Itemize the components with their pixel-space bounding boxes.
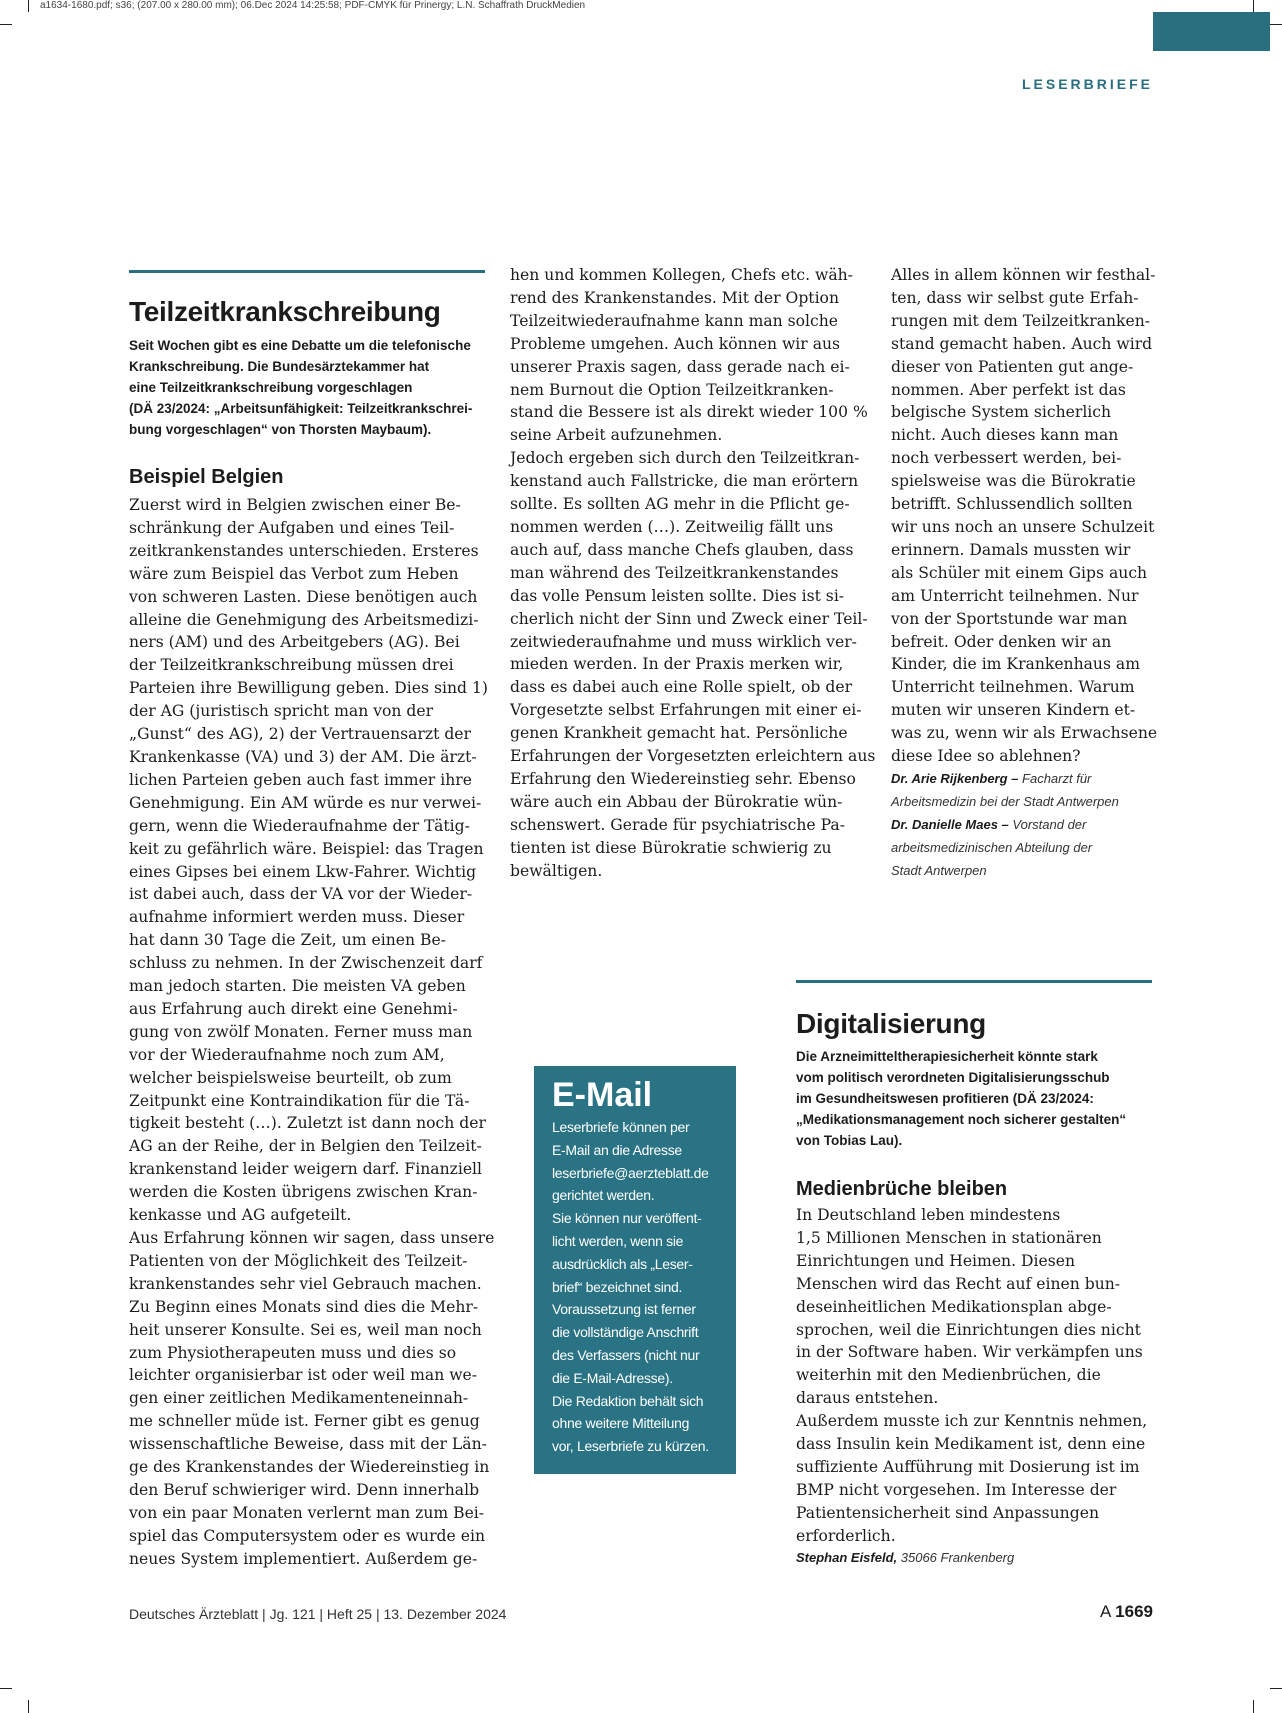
section-label: LESERBRIEFE [1021,76,1153,92]
email-info-box [534,1066,736,1474]
article1-column2: hen und kommen Kollegen, Chefs etc. wäh- rend des Krankenstandes. Mit der Option Teilzeitwiederaufnahme kann man solche Probleme umgehen. Auch können wir aus unserer Praxis sagen, dass gerade nach ei- nem Burnout die Option Teilzeitkranken- stand die Bessere ist als direkt wieder 100 % seine Arbeit aufzunehmen. Jedoch ergeben sich durch den Teilzeitkran- kenstand auch Fallstricke, die man erörtern sollte. Es sollten AG mehr in die Pflicht ge- nommen werden (…). Zeitweilig fällt uns auch auf, dass manche Chefs glauben, dass man während des Teilzeitkrankenstandes das volle Pensum leisten sollte. Dies ist si- cherlich nicht der Sinn und Zweck einer Teil- zeitwiederaufnahme und muss wirklich ver- mieden werden. In der Praxis merken wir, dass es dabei auch eine Rolle spielt, ob der Vorgesetzte selbst Erfahrungen mit einer ei- genen Krankheit gemacht hat. Persönliche Erfahrungen der Vorgesetzten erleichtern aus Erfahrung den Wiedereinstieg sehr. Ebenso wäre auch ein Abbau der Bürokratie wün- schenswert. Gerade für psychiatrische Pa- tienten ist diese Bürokratie schwierig zu bewältigen. [510,266,876,880]
author3-name: Stephan Eisfeld, [796,1550,898,1565]
author1-role: Facharzt für [1022,771,1092,786]
color-tab-block [1153,12,1270,51]
article1-top-rule [129,270,485,273]
print-info: a1634-1680.pdf; s36; (207.00 x 280.00 mm); 06.Dec 2024 14:25:58; PDF-CMYK für Prinergy; L.N. Schaffrath DruckMedien [40,0,586,11]
article2-signature [796,1546,1166,1569]
article2-body: In Deutschland leben mindestens 1,5 Millionen Menschen in stationären Einrichtungen und Heimen. Diesen Menschen wird das Recht auf einen bun- deseinheitlichen Medikationsplan abge- sprochen, weil die Einrichtungen dies nicht in der Software haben. Wir verkämpfen uns weiterhin mit den Medienbrüchen, die daraus entstehen. Außerdem musste ich zur Kenntnis nehmen, dass Insulin kein Medikament ist, denn eine suffiziente Aufführung mit Dosierung ist im BMP nicht vorgesehen. Im Interesse der Patientensicherheit sind Anpassungen erforderlich. [796,1206,1148,1545]
crop-mark [1253,0,1254,12]
email-box-title: E-Mail [552,1076,653,1114]
author2-name: Dr. Danielle Maes – [891,817,1009,832]
article1-subhead: Beispiel Belgien [129,466,284,488]
article1-column1: Zuerst wird in Belgien zwischen einer Be- schränkung der Aufgaben und eines Teil- zeitkrankenstandes unterschieden. Ersteres wäre zum Beispiel das Verbot zum Heben von schweren Lasten. Diese benötigen auch alleine die Genehmigung des Arbeitsmedizi- ners (AM) und des Arbeitgebers (AG). Bei der Teilzeitkrankschreibung müssen drei Parteien ihre Bewilligung geben. Dies sind 1) der AG (juristisch spricht man von der „Gunst“ des AG), 2) der Vertrauensarzt der Krankenkasse (VA) und 3) der AM. Die ärzt- lichen Parteien geben auch fast immer ihre Genehmigung. Ein AM würde es nur verwei- gern, wenn die Wiederaufnahme der Tätig- keit zu gefährlich wäre. Beispiel: das Tragen eines Gipses bei einem Lkw-Fahrer. Wichtig ist dabei auch, dass der VA vor der Wieder- aufnahme informiert werden muss. Dieser hat dann 30 Tage die Zeit, um einen Be- schluss zu nehmen. In der Zwischenzeit darf man jedoch starten. Die meisten VA geben aus Erfahrung auch direkt eine Genehmi- gung von zwölf Monaten. Ferner muss man vor der Wiederaufnahme noch zum AM, welcher beispielsweise beurteilt, ob zum Zeitpunkt eine Kontraindikation für die Tä- tigkeit besteht (…). Zuletzt ist dann noch der AG an der Reihe, der in Belgien den Teilzeit- krankenstand leider weigern darf. Finanziell werden die Kosten übrigens zwischen Kran- kenkasse und AG aufgeteilt. Aus Erfahrung können wir sagen, dass unsere Patienten von der Möglichkeit des Teilzeit- krankenstandes sehr viel Gebrauch machen. Zu Beginn eines Monats sind dies die Mehr- heit unserer Konsulte. Sei es, weil man noch zum Physiotherapeuten muss und dies so leichter organisierbar ist oder weil man we- gen einer zeitlichen Medikamenteneinnah- me schneller müde ist. Ferner gibt es genug wissenschaftliche Beweise, dass mit der Län- ge des Krankenstandes der Wiedereinstieg in den Beruf schwieriger wird. Denn innerhalb von ein paar Monaten verlernt man zum Bei- spiel das Computersystem oder es wurde ein neues System implementiert. Außerdem ge- [129,496,495,1568]
article1-lead: Seit Wochen gibt es eine Debatte um die telefonische Krankschreibung. Die Bundesärztekammer hat eine Teilzeitkrankschreibung vorgeschlagen (DÄ 23/2024: „Arbeitsunfähigkeit: Teilzeitkrankschrei- bung vorgeschlagen“ von Thorsten Maybaum). [129,338,473,437]
author2-role-cont: arbeitsmedizinischen Abteilung der [891,840,1093,855]
crop-mark [0,1688,12,1689]
crop-mark [1270,24,1282,25]
author1-role-cont: Arbeitsmedizin bei der Stadt Antwerpen [891,794,1119,809]
author3-place: 35066 Frankenberg [900,1550,1015,1565]
crop-mark [28,1700,29,1713]
author2-role-cont2: Stadt Antwerpen [891,863,987,878]
page-number [1100,1602,1153,1622]
article2-lead: Die Arzneimitteltherapiesicherheit könnte stark vom politisch verordneten Digitalisierungsschub im Gesundheitswesen profitieren (DÄ 23/2024: „Medikationsmanagement noch sicherer gestalten“ von Tobias Lau). [796,1049,1127,1148]
crop-mark [0,24,12,25]
article2-title: Digitalisierung [796,1008,986,1039]
crop-mark [28,0,29,12]
article1-column3: Alles in allem können wir festhal- ten, dass wir selbst gute Erfah- rungen mit dem Teilzeitkranken- stand gemacht haben. Auch wird dieser von Patienten gut ange- nommen. Aber perfekt ist das belgische System sicherlich nicht. Auch dieses kann man noch verbessert werden, bei- spielsweise was die Bürokratie betrifft. Schlussendlich sollten wir uns noch an unsere Schulzeit erinnern. Damals mussten wir als Schüler mit einem Gips auch am Unterricht teilnehmen. Nur von der Sportstunde war man befreit. Oder denken wir an Kinder, die im Krankenhaus am Unterricht teilnehmen. Warum muten wir unseren Kindern et- was zu, wenn wir als Erwachsene diese Idee so ablehnen? [891,266,1158,766]
email-box-text: Leserbriefe können per E-Mail an die Adresse leserbriefe@aerzteblatt.de gerichtet werden. Sie können nur veröffent- licht werden, wenn sie ausdrücklich als „Leser- brief“ bezeichnet sind. Voraussetzung ist ferner die vollständige Anschrift des Verfassers (nicht nur die E-Mail-Adresse). Die Redaktion behält sich ohne weitere Mitteilung vor, Leserbriefe zu kürzen. [552,1119,709,1455]
page-number-value: 1669 [1115,1602,1153,1621]
article1-signature [891,767,1181,882]
author2-role: Vorstand der [1012,817,1087,832]
author1-name: Dr. Arie Rijkenberg – [891,771,1019,786]
article2-subhead: Medienbrüche bleiben [796,1178,1008,1200]
crop-mark [1270,1688,1282,1689]
article2-top-rule [796,980,1152,983]
article1-title: Teilzeitkrankschreibung [129,296,441,327]
journal-footer: Deutsches Ärzteblatt | Jg. 121 | Heft 25 | 13. Dezember 2024 [129,1606,507,1622]
crop-mark [1253,1700,1254,1713]
page-prefix: A [1100,1602,1111,1621]
